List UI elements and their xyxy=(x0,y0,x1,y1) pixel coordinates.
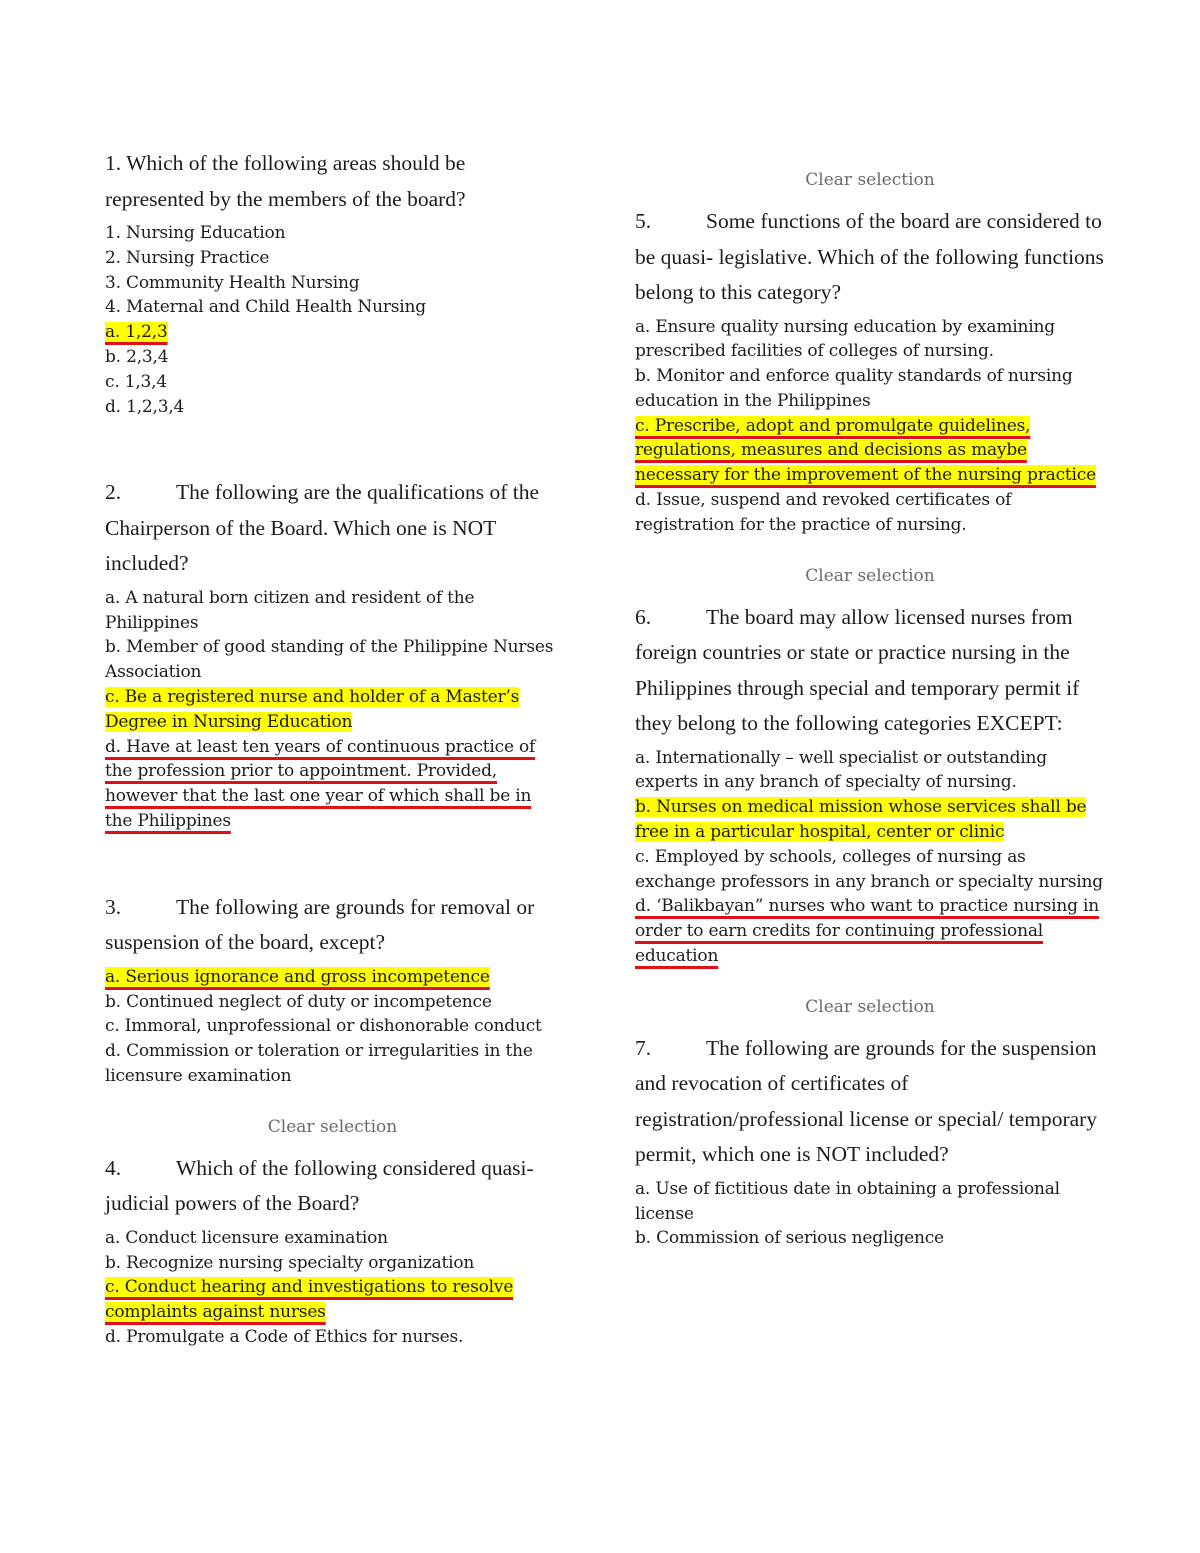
question-3-choices xyxy=(105,965,560,1089)
choice-c[interactable]: c. 1,3,4 xyxy=(105,371,167,392)
clear-selection-button[interactable]: Clear selection xyxy=(267,1116,398,1137)
choice-b[interactable]: b. Member of good standing of the Philippine Nurses Association xyxy=(105,637,554,683)
choice-d-underlined[interactable]: d. Have at least ten years of continuous practice of the profession prior to appointment. Provided, however that the last one year of which shall be in the Philippines xyxy=(105,736,536,832)
question-4-choices xyxy=(105,1226,560,1350)
clear-selection-button[interactable]: Clear selection xyxy=(805,170,935,190)
list-item: 3. Community Health Nursing xyxy=(105,272,360,293)
question-1-items xyxy=(105,221,560,419)
question-2 xyxy=(105,475,560,582)
list-item: 2. Nursing Practice xyxy=(105,247,270,268)
choice-a-answer[interactable]: a. Serious ignorance and gross incompetence xyxy=(105,966,490,987)
choice-b[interactable]: b. Commission of serious negligence xyxy=(635,1228,944,1249)
choice-b[interactable]: b. Recognize nursing specialty organization xyxy=(105,1252,475,1273)
choice-c[interactable]: c. Immoral, unprofessional or dishonorable conduct xyxy=(105,1016,542,1037)
right-column xyxy=(635,140,1105,1251)
choice-c-answer[interactable]: c. Prescribe, adopt and promulgate guidelines, regulations, measures and decisions as maybe necessary for the improvement of the nursing practice xyxy=(635,415,1096,486)
choice-a[interactable]: a. Internationally – well specialist or outstanding experts in any branch of specialty of nursing. xyxy=(635,747,1047,793)
choice-d[interactable]: d. Commission or toleration or irregularities in the licensure examination xyxy=(105,1041,533,1087)
question-7-choices xyxy=(635,1177,1105,1251)
choice-c-highlighted[interactable]: c. Be a registered nurse and holder of a Master’s Degree in Nursing Education xyxy=(105,687,520,732)
list-item: 1. Nursing Education xyxy=(105,223,286,243)
choice-a[interactable]: a. A natural born citizen and resident of the Philippines xyxy=(105,587,475,633)
question-text: The following are the qualifications of the Chairperson of the Board. Which one is NOT included? xyxy=(105,480,539,576)
question-number: 1. xyxy=(105,151,122,175)
question-text: Some functions of the board are considered to be quasi- legislative. Which of the following functions belong to this category? xyxy=(635,209,1104,304)
question-text: The board may allow licensed nurses from foreign countries or state or practice nursing in the Philippines through special and temporary permit if they belong to the following categories EXCEPT: xyxy=(635,604,1080,736)
left-column xyxy=(105,140,560,1350)
choice-b-highlighted[interactable]: b. Nurses on medical mission whose services shall be free in a particular hospital, center or clinic xyxy=(635,797,1087,843)
question-number: 2. xyxy=(105,480,122,505)
choice-d-underlined[interactable]: d. ‘Balikbayan” nurses who want to practice nursing in order to earn credits for continuing professional education xyxy=(635,896,1100,967)
clear-selection-button[interactable]: Clear selection xyxy=(805,565,935,586)
question-6-choices xyxy=(635,746,1105,969)
question-number: 5. xyxy=(635,209,652,233)
choice-b[interactable]: b. Monitor and enforce quality standards of nursing education in the Philippines xyxy=(635,366,1073,411)
choice-a-answer[interactable]: a. 1,2,3 xyxy=(105,322,168,343)
choice-d[interactable]: d. 1,2,3,4 xyxy=(105,396,185,417)
question-7 xyxy=(635,1031,1105,1173)
choice-b[interactable]: b. Continued neglect of duty or incompetence xyxy=(105,991,492,1012)
question-5-choices xyxy=(635,315,1105,538)
question-text: The following are grounds for removal or suspension of the board, except? xyxy=(105,894,535,955)
question-text: Which of the following areas should be represented by the members of the board? xyxy=(105,151,466,211)
question-3 xyxy=(105,890,560,961)
question-6 xyxy=(635,600,1105,742)
question-number: 3. xyxy=(105,894,122,919)
question-2-choices xyxy=(105,586,560,834)
question-number: 7. xyxy=(635,1035,652,1060)
question-number: 4. xyxy=(105,1155,122,1180)
list-item: 4. Maternal and Child Health Nursing xyxy=(105,297,426,318)
question-1 xyxy=(105,146,560,217)
choice-a[interactable]: a. Ensure quality nursing education by examining prescribed facilities of colleges of nursing. xyxy=(635,316,1055,362)
question-number: 6. xyxy=(635,604,652,629)
clear-selection-button[interactable]: Clear selection xyxy=(805,996,935,1017)
choice-b[interactable]: b. 2,3,4 xyxy=(105,346,169,367)
choice-c[interactable]: c. Employed by schools, colleges of nursing as exchange professors in any branch or specialty nursing xyxy=(635,846,1103,892)
choice-a[interactable]: a. Conduct licensure examination xyxy=(105,1227,388,1248)
question-4 xyxy=(105,1151,560,1222)
choice-d[interactable]: d. Issue, suspend and revoked certificates of registration for the practice of nursing. xyxy=(635,490,1012,535)
question-text: Which of the following considered quasi- judicial powers of the Board? xyxy=(105,1155,534,1216)
question-text: The following are grounds for the suspension and revocation of certificates of registration/professional license or special/ temporary permit, which one is NOT included? xyxy=(635,1035,1098,1167)
choice-d[interactable]: d. Promulgate a Code of Ethics for nurses. xyxy=(105,1327,464,1348)
question-5 xyxy=(635,204,1105,311)
choice-a[interactable]: a. Use of fictitious date in obtaining a professional license xyxy=(635,1178,1060,1224)
choice-c-answer[interactable]: c. Conduct hearing and investigations to resolve complaints against nurses xyxy=(105,1277,514,1323)
